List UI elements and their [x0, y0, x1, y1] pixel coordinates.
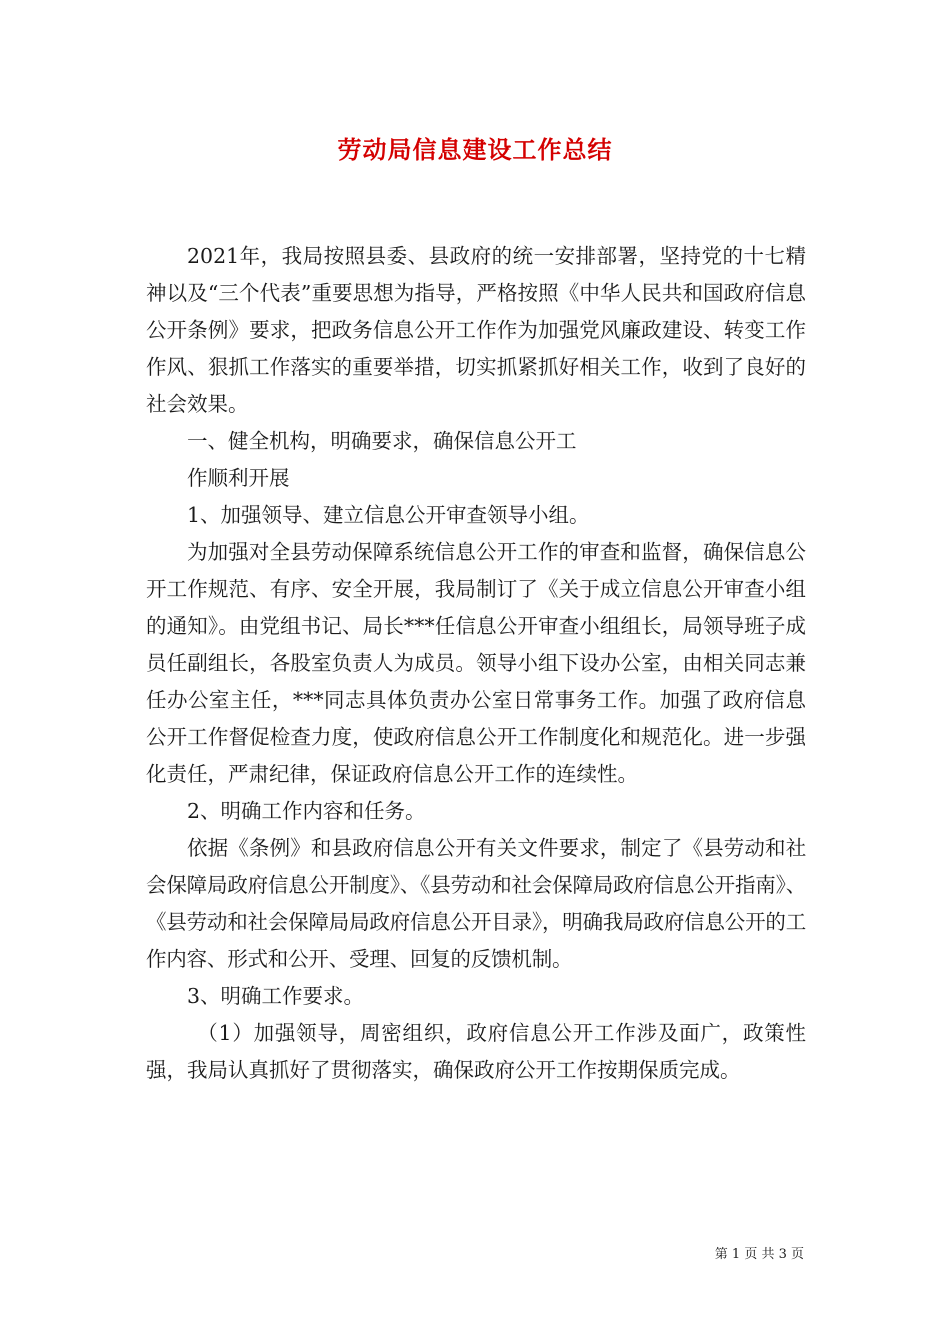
- page-number-footer: 第 1 页 共 3 页: [714, 1247, 804, 1262]
- document-body: [146, 238, 806, 1089]
- paragraph-3: （1）加强领导，周密组织，政府信息公开工作涉及面广，政策性强，我局认真抓好了贯彻落实，确保政府公开工作按期保质完成。: [146, 1021, 806, 1082]
- section-heading-1-line-1: 一、健全机构，明确要求，确保信息公开工: [187, 429, 577, 453]
- subheading-2: 2、明确工作内容和任务。: [187, 799, 426, 823]
- section-heading-1-line-2: 作顺利开展: [187, 466, 290, 490]
- paragraph-intro: 2021年，我局按照县委、县政府的统一安排部署，坚持党的十七精神以及“三个代表”重要思想为指导，严格按照《中华人民共和国政府信息公开条例》要求，把政务信息公开工作作为加强党风廉政建设、转变工作作风、狠抓工作落实的重要举措，切实抓紧抓好相关工作，收到了良好的社会效果。: [146, 244, 806, 416]
- subheading-3: 3、明确工作要求。: [187, 984, 365, 1008]
- subheading-1: 1、加强领导、建立信息公开审查领导小组。: [187, 503, 590, 527]
- paragraph-1: 为加强对全县劳动保障系统信息公开工作的审查和监督，确保信息公开工作规范、有序、安全开展，我局制订了《关于成立信息公开审查小组的通知》。由党组书记、局长***任信息公开审查小组组长，局领导班子成员任副组长，各股室负责人为成员。领导小组下设办公室，由相关同志兼任办公室主任，***同志具体负责办公室日常事务工作。加强了政府信息公开工作督促检查力度，使政府信息公开工作制度化和规范化。进一步强化责任，严肃纪律，保证政府信息公开工作的连续性。: [146, 540, 806, 786]
- paragraph-2: 依据《条例》和县政府信息公开有关文件要求，制定了《县劳动和社会保障局政府信息公开制度》、《县劳动和社会保障局政府信息公开指南》、《县劳动和社会保障局局政府信息公开目录》，明确我局政府信息公开的工作内容、形式和公开、受理、回复的反馈机制。: [146, 836, 806, 971]
- document-title: 劳动局信息建设工作总结: [337, 135, 613, 164]
